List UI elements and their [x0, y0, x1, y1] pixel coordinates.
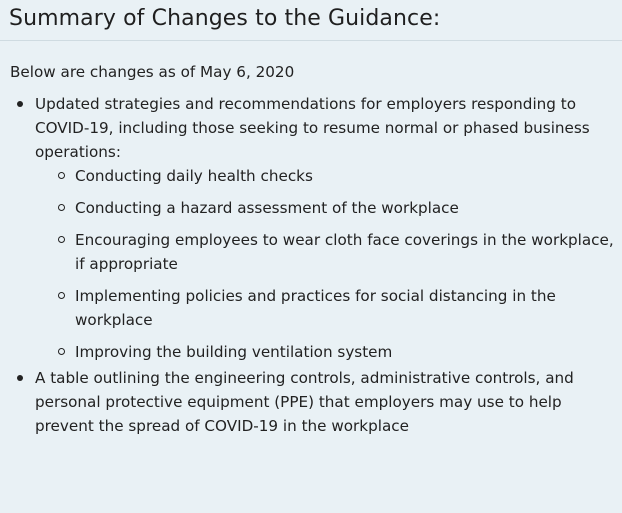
sub-list-item — [75, 196, 614, 220]
bullet-icon — [17, 101, 23, 107]
sub-list-item — [75, 228, 614, 276]
circle-bullet-icon — [58, 204, 65, 211]
bullet-icon — [17, 375, 23, 381]
sub-list-item-text: Conducting daily health checks — [75, 167, 313, 185]
circle-bullet-icon — [58, 348, 65, 355]
sub-list-item-text: Improving the building ventilation system — [75, 343, 393, 361]
sub-list — [35, 164, 614, 364]
sub-list-item-text: Implementing policies and practices for social distancing in the workplace — [75, 287, 556, 329]
sub-list-item-text: Encouraging employees to wear cloth face coverings in the workplace, if appropriate — [75, 231, 614, 273]
circle-bullet-icon — [58, 172, 65, 179]
sub-list-item — [75, 340, 614, 364]
card-body — [0, 62, 622, 438]
sub-list-item — [75, 284, 614, 332]
intro-text: Below are changes as of May 6, 2020 — [10, 63, 295, 81]
card-header — [0, 0, 622, 41]
circle-bullet-icon — [58, 236, 65, 243]
list-item — [35, 366, 622, 438]
list-item — [35, 92, 622, 364]
list-item-text: Updated strategies and recommendations for employers responding to COVID-19, including those seeking to resume normal or phased business operations: — [35, 95, 590, 161]
circle-bullet-icon — [58, 292, 65, 299]
sub-list-item — [75, 164, 614, 188]
list-item-text: A table outlining the engineering controls, administrative controls, and personal protective equipment (PPE) that employers may use to help prevent the spread of COVID-19 in the workplace — [35, 369, 574, 435]
page-title: Summary of Changes to the Guidance: — [9, 6, 441, 31]
sub-list-item-text: Conducting a hazard assessment of the workplace — [75, 199, 459, 217]
changes-list — [10, 92, 622, 438]
